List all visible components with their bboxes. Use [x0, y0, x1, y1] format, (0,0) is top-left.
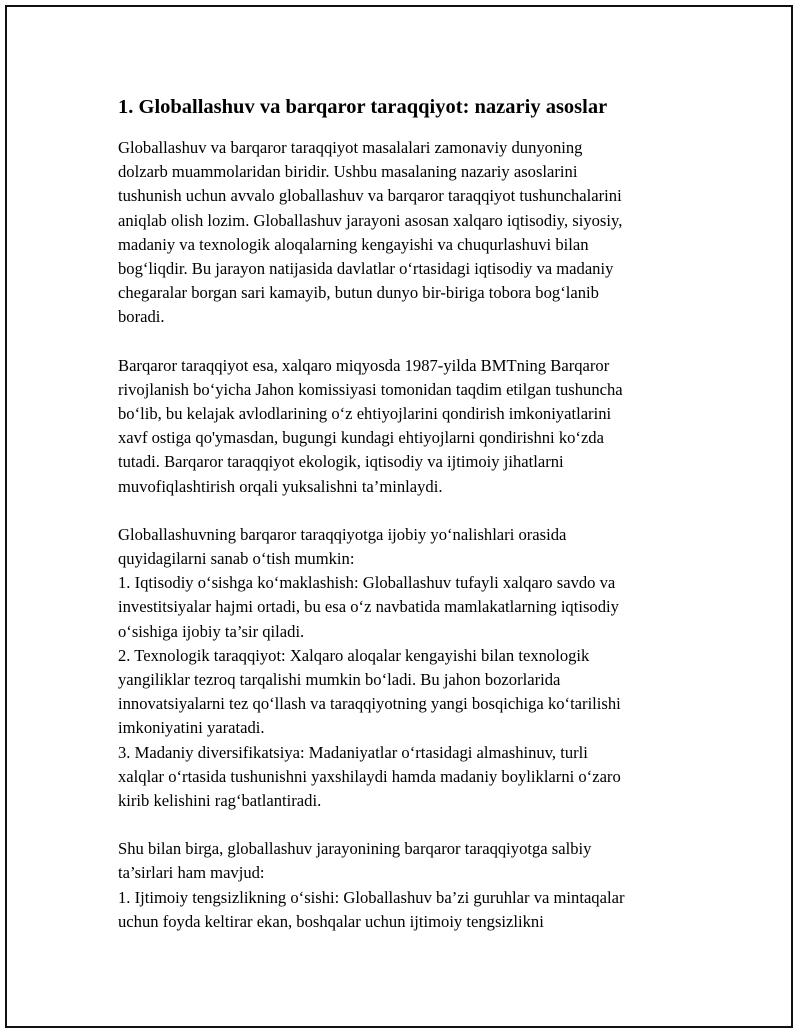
text-line: Globallashuv va barqaror taraqqiyot masalalari zamonaviy dunyoning — [118, 138, 583, 157]
text-line: ta’sirlari ham mavjud: — [118, 863, 265, 883]
text-line: boradi. — [118, 307, 165, 327]
text-line: rivojlanish bo‘yicha Jahon komissiyasi tomonidan taqdim etilgan tushuncha — [118, 379, 623, 399]
text-line: muvofiqlashtirish orqali yuksalishni ta’minlaydi. — [118, 476, 443, 496]
text-line: madaniy va texnologik aloqalarning kengayishi va chuqurlashuvi bilan — [118, 234, 589, 254]
list-item-line: 1. Iqtisodiy o‘sishga ko‘maklashish: Globallashuv tufayli xalqaro savdo va — [118, 573, 616, 593]
text-line: tushunish uchun avvalo globallashuv va barqaror taraqqiyot tushunchalarini — [118, 186, 622, 206]
list-item-line: kirib kelishini rag‘batlantiradi. — [118, 791, 322, 811]
text-line: aniqlab olish lozim. Globallashuv jarayoni asosan xalqaro iqtisodiy, siyosiy, — [118, 210, 623, 230]
paragraph-sustainable-development — [118, 354, 684, 499]
list-item-line: investitsiyalar hajmi ortadi, bu esa o‘z navbatida mamlakatlarning iqtisodiy — [118, 597, 619, 617]
document-body — [118, 92, 684, 958]
text-line: dolzarb muammolaridan biridir. Ushbu masalaning nazariy asoslarini — [118, 162, 578, 182]
list-item-line: o‘sishiga ijobiy ta’sir qiladi. — [118, 621, 305, 641]
section-heading: 1. Globallashuv va barqaror taraqqiyot: nazariy asoslar — [118, 96, 608, 118]
list-item-line: 3. Madaniy diversifikatsiya: Madaniyatlar o‘rtasidagi almashinuv, turli — [118, 742, 588, 762]
text-line: quyidagilarni sanab o‘tish mumkin: — [118, 549, 355, 569]
list-item-line: yangiliklar tezroq tarqalishi mumkin bo‘ladi. Bu jahon bozorlarida — [118, 670, 561, 690]
text-line: bog‘liqdir. Bu jarayon natijasida davlatlar o‘rtasidagi iqtisodiy va madaniy — [118, 259, 614, 279]
list-item-line: 1. Ijtimoiy tengsizlikning o‘sishi: Globallashuv ba’zi guruhlar va mintaqalar — [118, 887, 625, 907]
paragraph-globalization-intro — [118, 136, 684, 330]
text-line: Barqaror taraqqiyot esa, xalqaro miqyosda 1987-yilda BMTning Barqaror — [118, 355, 610, 375]
paragraph-negative-aspects — [118, 837, 684, 934]
list-item-line: 2. Texnologik taraqqiyot: Xalqaro aloqalar kengayishi bilan texnologik — [118, 645, 590, 665]
text-line: tutadi. Barqaror taraqqiyot ekologik, iqtisodiy va ijtimoiy jihatlarni — [118, 452, 564, 472]
text-line: Shu bilan birga, globallashuv jarayonining barqaror taraqqiyotga salbiy — [118, 839, 592, 859]
list-item-line: innovatsiyalarni tez qo‘llash va taraqqiyotning yangi bosqichiga ko‘tarilishi — [118, 694, 621, 714]
paragraph-positive-aspects — [118, 523, 684, 813]
text-line: Globallashuvning barqaror taraqqiyotga ijobiy yo‘nalishlari orasida — [118, 524, 567, 544]
text-line: xavf ostiga qo'ymasdan, bugungi kundagi ehtiyojlarni qondirishni ko‘zda — [118, 428, 604, 448]
text-line: chegaralar borgan sari kamayib, butun dunyo bir-biriga tobora bog‘lanib — [118, 283, 599, 303]
list-item-line: imkoniyatini yaratadi. — [118, 718, 265, 738]
list-item-line: xalqlar o‘rtasida tushunishni yaxshilaydi hamda madaniy boyliklarni o‘zaro — [118, 766, 621, 786]
list-item-line: uchun foyda keltirar ekan, boshqalar uchun ijtimoiy tengsizlikni — [118, 911, 544, 931]
text-line: bo‘lib, bu kelajak avlodlarining o‘z ehtiyojlarini qondirish imkoniyatlarini — [118, 404, 612, 424]
